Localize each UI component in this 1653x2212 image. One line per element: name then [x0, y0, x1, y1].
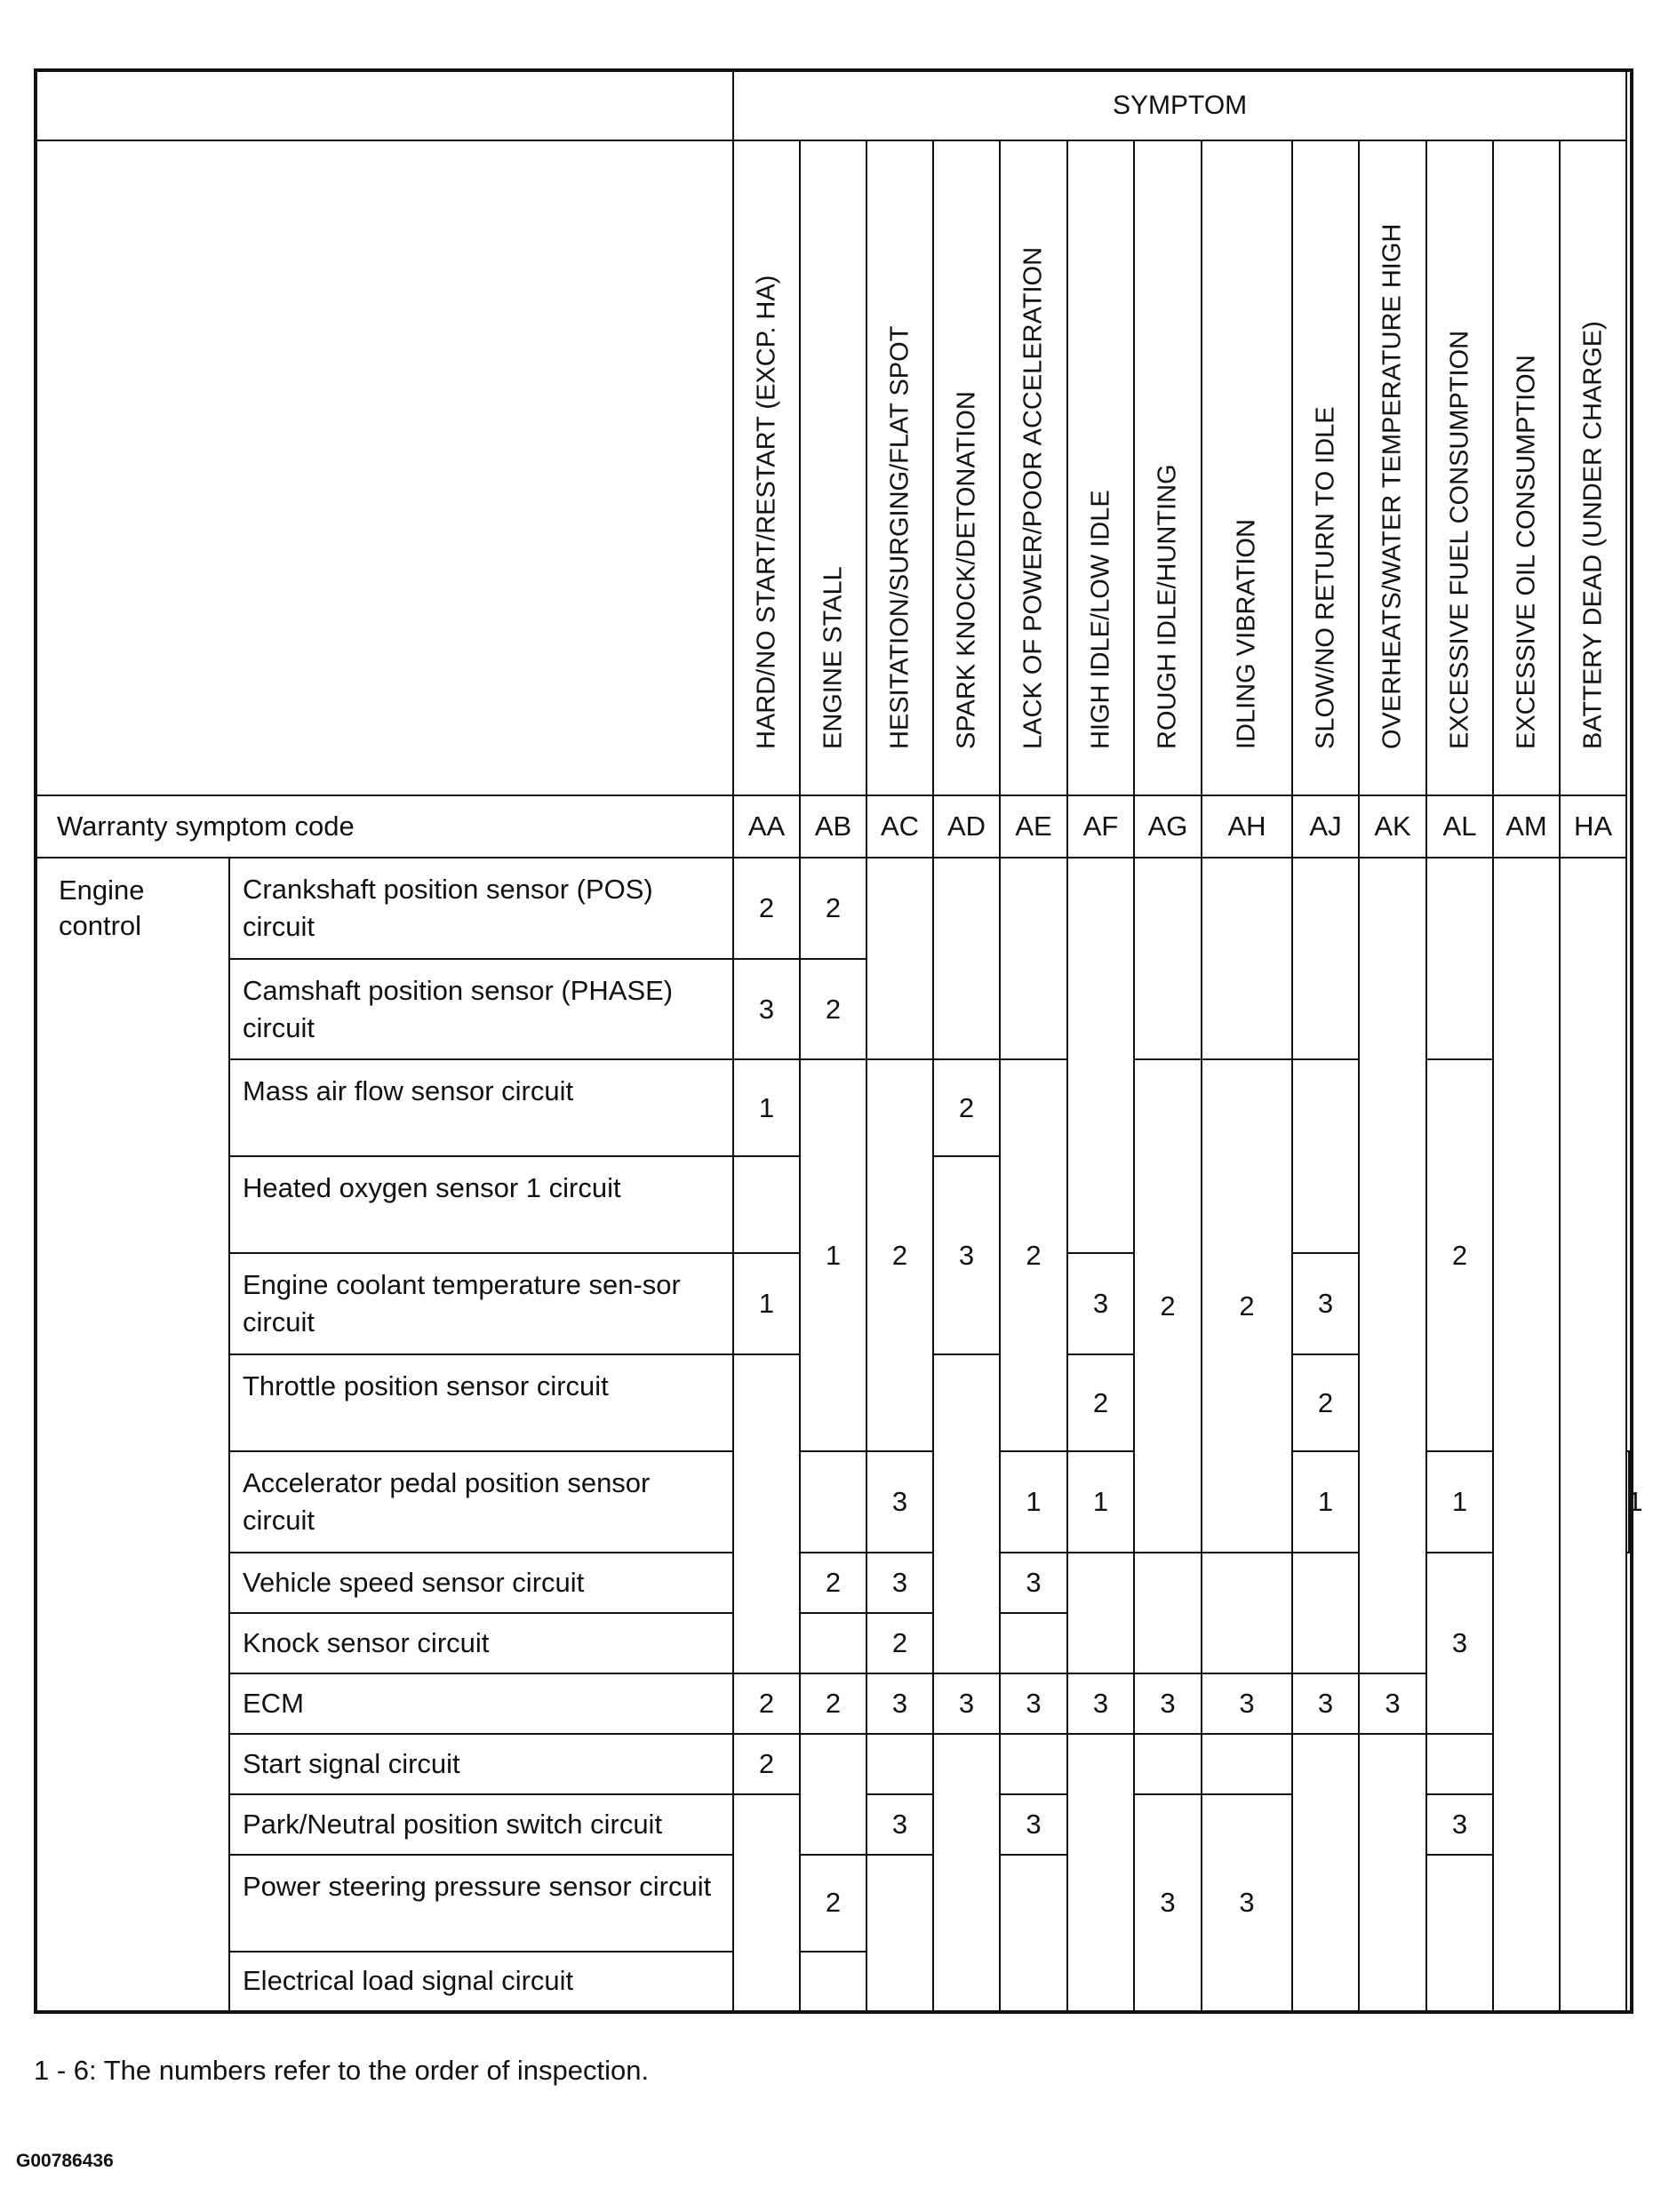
cell-ab-empty — [800, 1451, 866, 1553]
symptom-name: HIGH IDLE/LOW IDLE — [1086, 490, 1114, 749]
table-row — [36, 1734, 1632, 1794]
cell-ac: 2 — [866, 1613, 933, 1673]
item-label: Vehicle speed sensor circuit — [229, 1553, 733, 1613]
figure-id: G00786436 — [16, 2151, 114, 2171]
cell-aj: 3 — [1292, 1253, 1359, 1354]
cell-af: 3 — [1067, 1253, 1134, 1354]
code-ab: AB — [800, 795, 866, 858]
warranty-code-label: Warranty symptom code — [36, 795, 733, 858]
symptom-col-ah — [1202, 140, 1292, 795]
cell-ah: 2 — [1202, 1059, 1292, 1552]
cell-ab: 2 — [800, 1673, 866, 1734]
item-label: ECM — [229, 1673, 733, 1734]
cell-am-empty — [1493, 858, 1560, 2012]
symptom-name: EXCESSIVE OIL CONSUMPTION — [1512, 355, 1540, 749]
cell-ah-empty — [1202, 1553, 1292, 1673]
cell-ag: 1 — [1292, 1451, 1359, 1553]
cell-ac-empty — [866, 858, 933, 1059]
code-al: AL — [1426, 795, 1493, 858]
item-label: Accelerator pedal position sensor circuit — [229, 1451, 733, 1553]
symptom-name: EXCESSIVE FUEL CONSUMPTION — [1445, 330, 1473, 749]
item-label: Mass air flow sensor circuit — [229, 1059, 733, 1156]
cell-ah: 1 — [1426, 1451, 1493, 1553]
cell-ag-empty — [1134, 1734, 1202, 1794]
cell-ab: 1 — [800, 1059, 866, 1451]
cell-ag: 3 — [1134, 1673, 1202, 1734]
code-ad: AD — [933, 795, 1000, 858]
item-label: Crankshaft position sensor (POS) circuit — [229, 858, 733, 959]
cell-ae-empty — [1000, 1855, 1067, 2012]
symptom-name: BATTERY DEAD (UNDER CHARGE) — [1578, 321, 1608, 749]
system-label: Engine control — [36, 858, 229, 2012]
symptom-col-ha — [1560, 140, 1626, 795]
symptom-col-aj — [1292, 140, 1359, 795]
cell-aj: 2 — [1292, 1354, 1359, 1451]
cell-aa-empty — [733, 1156, 800, 1253]
code-ah: AH — [1202, 795, 1292, 858]
blank-corner-lower — [36, 140, 733, 795]
cell-ac: 3 — [866, 1553, 933, 1613]
cell-al-empty — [1426, 858, 1493, 1059]
cell-ah-empty — [1202, 858, 1292, 1059]
cell-aa: 2 — [733, 858, 800, 959]
cell-ab-empty — [800, 1613, 866, 1673]
cell-aa: 2 — [733, 1673, 800, 1734]
cell-al-empty — [1426, 1855, 1493, 2012]
cell-aj: 3 — [1292, 1673, 1359, 1734]
symptom-col-ak — [1359, 140, 1426, 795]
cell-ad: 3 — [933, 1673, 1000, 1734]
table-row — [36, 1673, 1632, 1734]
cell-aj-empty — [1292, 1059, 1359, 1253]
code-ag: AG — [1134, 795, 1202, 858]
cell-ab: 2 — [800, 858, 866, 959]
symptom-name: IDLING VIBRATION — [1232, 519, 1261, 749]
cell-al-empty — [1426, 1734, 1493, 1794]
cell-af-empty — [1067, 1734, 1134, 2012]
cell-af-empty — [1067, 858, 1134, 1253]
cell-ah: 3 — [1202, 1673, 1292, 1734]
item-label: Start signal circuit — [229, 1734, 733, 1794]
symptom-name: SLOW/NO RETURN TO IDLE — [1311, 406, 1339, 749]
cell-ak-empty — [1359, 1734, 1426, 2012]
item-label: Camshaft position sensor (PHASE) circuit — [229, 959, 733, 1060]
symptom-col-aa — [733, 140, 800, 795]
cell-aj: 1 — [1626, 1451, 1629, 1553]
cell-ae-empty — [1000, 1734, 1067, 1794]
cell-aa: 2 — [733, 1734, 800, 1794]
code-aa: AA — [733, 795, 800, 858]
symptom-name: HESITATION/SURGING/FLAT SPOT — [885, 325, 914, 749]
item-label: Throttle position sensor circuit — [229, 1354, 733, 1451]
symptom-col-al — [1426, 140, 1493, 795]
symptom-col-ad — [933, 140, 1000, 795]
cell-aa-empty — [733, 1794, 800, 2012]
cell-ab: 2 — [800, 1553, 866, 1613]
item-label: Heated oxygen sensor 1 circuit — [229, 1156, 733, 1253]
code-ak: AK — [1359, 795, 1426, 858]
cell-ab: 2 — [800, 1855, 866, 1952]
symptom-name: HARD/NO START/RESTART (EXCP. HA) — [752, 275, 780, 749]
cell-ae: 3 — [1000, 1553, 1067, 1613]
cell-ag-empty — [1134, 1553, 1202, 1673]
symptom-names-row — [36, 140, 1632, 795]
cell-ae: 3 — [1000, 1673, 1067, 1734]
cell-ac: 3 — [866, 1794, 933, 1855]
symptom-col-ab — [800, 140, 866, 795]
code-ae: AE — [1000, 795, 1067, 858]
cell-aa: 1 — [733, 1059, 800, 1156]
cell-ha-empty — [1560, 858, 1626, 2012]
symptom-name: LACK OF POWER/POOR ACCELERATION — [1018, 246, 1048, 749]
cell-af: 3 — [1067, 1673, 1134, 1734]
code-af: AF — [1067, 795, 1134, 858]
cell-ak-empty — [1359, 858, 1426, 1673]
cell-ac: 3 — [866, 1451, 933, 1553]
cell-ag: 3 — [1134, 1794, 1202, 2012]
cell-aj-empty — [1292, 1553, 1359, 1673]
symptom-col-ae — [1000, 140, 1067, 795]
cell-ad-empty — [933, 1354, 1000, 1673]
cell-ae: 3 — [1000, 1794, 1067, 1855]
symptom-col-am — [1493, 140, 1560, 795]
cell-ag: 2 — [1134, 1059, 1202, 1552]
cell-al: 3 — [1426, 1794, 1493, 1855]
blank-corner — [36, 70, 733, 140]
symptom-col-ag — [1134, 140, 1202, 795]
cell-ac: 2 — [866, 1059, 933, 1451]
cell-ah: 3 — [1202, 1794, 1292, 2012]
cell-af: 2 — [1067, 1354, 1134, 1451]
cell-ad: 3 — [933, 1156, 1000, 1354]
cell-ab: 2 — [800, 959, 866, 1060]
cell-ae: 1 — [1000, 1451, 1067, 1553]
cell-ae: 2 — [1000, 1059, 1067, 1451]
code-am: AM — [1493, 795, 1560, 858]
cell-aa: 3 — [733, 959, 800, 1060]
symptom-title: SYMPTOM — [733, 70, 1626, 140]
symptom-matrix-table — [34, 68, 1643, 2014]
symptom-name: ROUGH IDLE/HUNTING — [1153, 464, 1182, 749]
cell-ae-empty — [1000, 858, 1067, 1059]
cell-ac: 3 — [866, 1673, 933, 1734]
cell-aa-empty — [733, 1354, 800, 1673]
cell-ae-empty — [1000, 1613, 1067, 1673]
cell-ak: 3 — [1359, 1673, 1426, 1734]
code-ac: AC — [866, 795, 933, 858]
cell-ac-empty — [866, 1855, 933, 2012]
cell-ab-empty — [800, 1952, 866, 2012]
item-label: Engine coolant temperature sen-sor circuit — [229, 1253, 733, 1354]
item-label: Park/Neutral position switch circuit — [229, 1794, 733, 1855]
code-ha: HA — [1560, 795, 1626, 858]
cell-ad-empty — [933, 858, 1000, 1059]
cell-al: 3 — [1426, 1553, 1493, 1734]
symptom-col-af — [1067, 140, 1134, 795]
cell-ad-empty — [933, 1734, 1000, 2012]
item-label: Power steering pressure sensor circuit — [229, 1855, 733, 1952]
symptom-name: OVERHEATS/WATER TEMPERATURE HIGH — [1378, 223, 1407, 749]
cell-af-empty — [1067, 1553, 1134, 1673]
cell-aa: 1 — [733, 1253, 800, 1354]
cell-aj-empty — [1292, 858, 1359, 1059]
cell-af: 1 — [1067, 1451, 1134, 1553]
symptom-name: ENGINE STALL — [819, 566, 847, 749]
cell-ac-empty — [866, 1734, 933, 1794]
cell-ah-empty — [1202, 1734, 1292, 1794]
item-label: Knock sensor circuit — [229, 1613, 733, 1673]
warranty-code-row — [36, 795, 1632, 858]
cell-aj-empty — [1292, 1734, 1359, 2012]
cell-ab-empty — [800, 1734, 866, 1855]
item-label: Electrical load signal circuit — [229, 1952, 733, 2012]
table-row — [36, 858, 1632, 959]
cell-al: 2 — [1426, 1059, 1493, 1451]
footnote: 1 - 6: The numbers refer to the order of inspection. — [34, 2055, 650, 2086]
symptom-name: SPARK KNOCK/DETONATION — [952, 391, 980, 749]
symptom-header-row — [36, 70, 1632, 140]
symptom-col-ac — [866, 140, 933, 795]
code-aj: AJ — [1292, 795, 1359, 858]
cell-ag-empty — [1134, 858, 1202, 1059]
cell-ad: 2 — [933, 1059, 1000, 1156]
